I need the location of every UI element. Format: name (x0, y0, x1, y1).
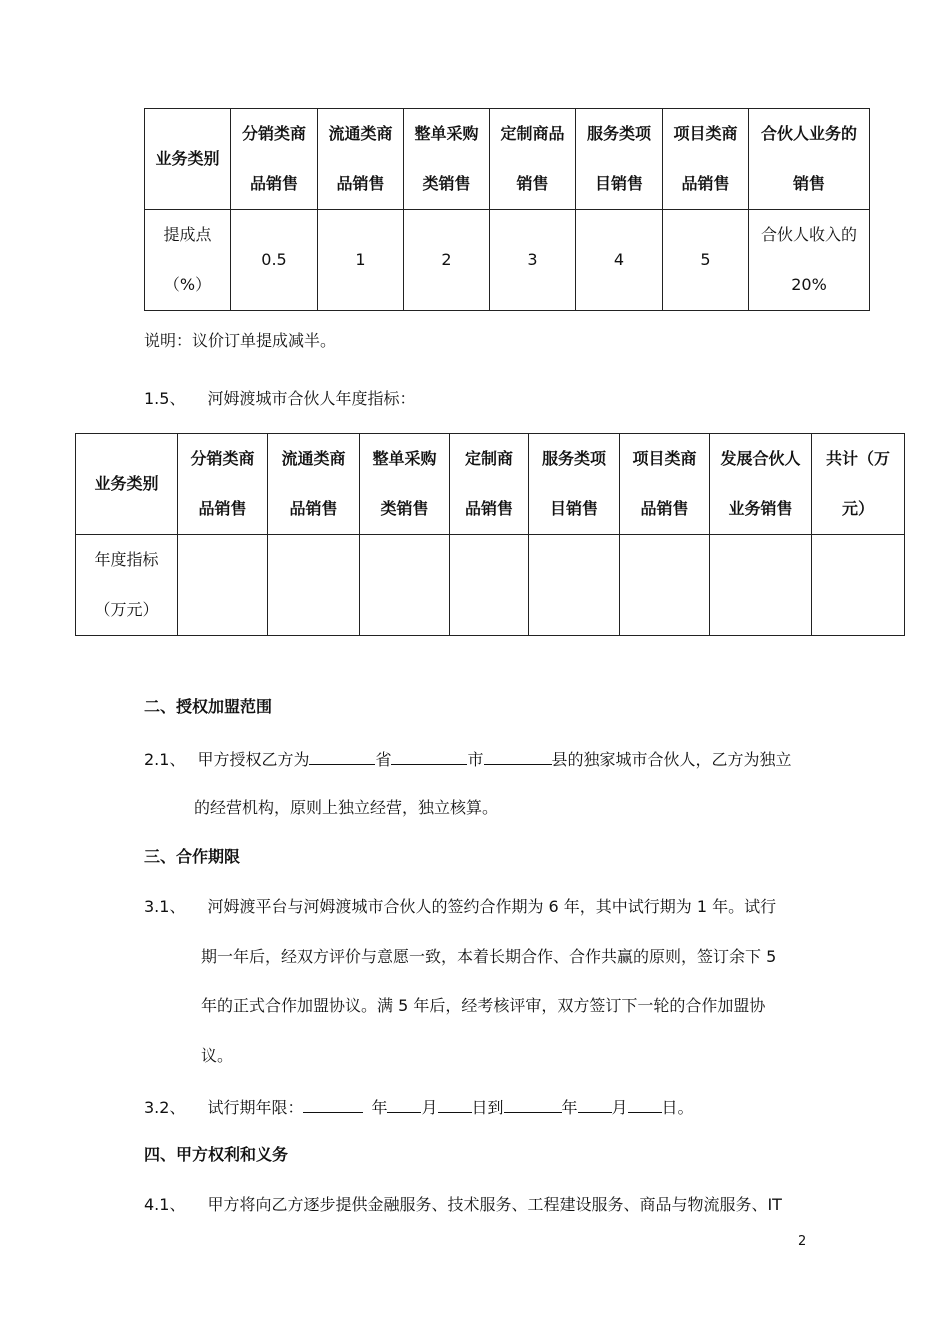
clause-text: 甲方将向乙方逐步提供金融服务、技术服务、工程建设服务、商品与物流服务、IT (207, 1195, 782, 1214)
section-number: 3.1、 (144, 897, 186, 916)
annual-target-header-row (76, 434, 905, 535)
day-to-label: 日到 (471, 1098, 504, 1117)
header-cell: 整单采购 类销售 (360, 434, 450, 535)
start-day-blank (438, 1096, 472, 1113)
section-3-2 (144, 1096, 694, 1118)
empty-cell (529, 535, 620, 636)
header-cell: 合伙人业务的 销售 (749, 109, 870, 210)
header-cell: 分销类商 品销售 (231, 109, 318, 210)
city-label: 市 (467, 750, 484, 769)
clause-text: 甲方授权乙方为 (197, 750, 310, 769)
value-cell: 4 (576, 210, 663, 311)
section-3-heading: 三、合作期限 (144, 847, 241, 866)
value-cell: 合伙人收入的 20% (749, 210, 870, 311)
empty-cell (268, 535, 360, 636)
section-number: 2.1、 (144, 750, 186, 769)
commission-table-header-row (145, 109, 870, 210)
empty-cell (620, 535, 710, 636)
value-cell: 2 (404, 210, 490, 311)
commission-table (144, 108, 870, 311)
section-3-1-line3: 年的正式合作加盟协议。满 5 年后，经考核评审，双方签订下一轮的合作加盟协 (201, 996, 766, 1015)
header-cell: 共计（万 元） (812, 434, 905, 535)
section-2-1-line2: 的经营机构，原则上独立经营，独立核算。 (194, 798, 499, 817)
start-month-blank (387, 1096, 421, 1113)
row-label-cell: 年度指标 （万元） (76, 535, 178, 636)
header-cell: 定制商 品销售 (450, 434, 529, 535)
annual-target-table (75, 433, 905, 636)
commission-table-row (145, 210, 870, 311)
header-cell: 项目类商 品销售 (620, 434, 710, 535)
header-cell: 分销类商 品销售 (178, 434, 268, 535)
section-1-5 (144, 389, 415, 409)
month-label: 月 (421, 1098, 438, 1117)
page-number: 2 (798, 1234, 807, 1249)
section-4-1 (144, 1195, 782, 1215)
province-blank (309, 748, 375, 765)
empty-cell (812, 535, 905, 636)
header-cell: 服务类项 目销售 (576, 109, 663, 210)
row-label-cell: 提成点 （%） (145, 210, 231, 311)
empty-cell (710, 535, 812, 636)
county-blank (484, 748, 552, 765)
year-label: 年 (561, 1098, 578, 1117)
header-cell: 业务类别 (145, 109, 231, 210)
value-cell: 0.5 (231, 210, 318, 311)
clause-text: 县的独家城市合伙人，乙方为独立 (551, 750, 792, 769)
header-cell: 服务类项 目销售 (529, 434, 620, 535)
value-cell: 1 (318, 210, 404, 311)
header-cell: 发展合伙人 业务销售 (710, 434, 812, 535)
trial-period-label: 试行期年限： (207, 1098, 304, 1117)
section-3-1 (144, 897, 776, 917)
empty-cell (450, 535, 529, 636)
empty-cell (178, 535, 268, 636)
city-blank (391, 748, 467, 765)
section-3-1-line2: 期一年后，经双方评价与意愿一致，本着长期合作、合作共赢的原则，签订余下 5 (201, 947, 777, 966)
annual-target-row (76, 535, 905, 636)
header-cell: 项目类商 品销售 (663, 109, 749, 210)
end-year-blank (504, 1096, 562, 1113)
table-note: 说明：议价订单提成减半。 (144, 331, 337, 350)
section-text: 河姆渡城市合伙人年度指标： (207, 389, 416, 408)
header-cell: 流通类商 品销售 (318, 109, 404, 210)
header-cell: 整单采购 类销售 (404, 109, 490, 210)
year-label: 年 (371, 1098, 388, 1117)
value-cell: 3 (490, 210, 576, 311)
section-2-1 (144, 748, 792, 770)
day-label: 日。 (661, 1098, 694, 1117)
section-number: 4.1、 (144, 1195, 186, 1214)
value-cell: 5 (663, 210, 749, 311)
end-month-blank (578, 1096, 612, 1113)
month-label: 月 (611, 1098, 628, 1117)
section-4-heading: 四、甲方权利和义务 (144, 1145, 289, 1164)
clause-text: 河姆渡平台与河姆渡城市合伙人的签约合作期为 6 年，其中试行期为 1 年。试行 (207, 897, 777, 916)
province-label: 省 (375, 750, 392, 769)
header-cell: 业务类别 (76, 434, 178, 535)
empty-cell (360, 535, 450, 636)
header-cell: 定制商品 销售 (490, 109, 576, 210)
section-number: 3.2、 (144, 1098, 186, 1117)
section-2-heading: 二、授权加盟范围 (144, 697, 273, 716)
section-number: 1.5、 (144, 389, 186, 408)
header-cell: 流通类商 品销售 (268, 434, 360, 535)
section-3-1-line4: 议。 (201, 1046, 234, 1065)
start-year-blank (303, 1096, 363, 1113)
end-day-blank (628, 1096, 662, 1113)
